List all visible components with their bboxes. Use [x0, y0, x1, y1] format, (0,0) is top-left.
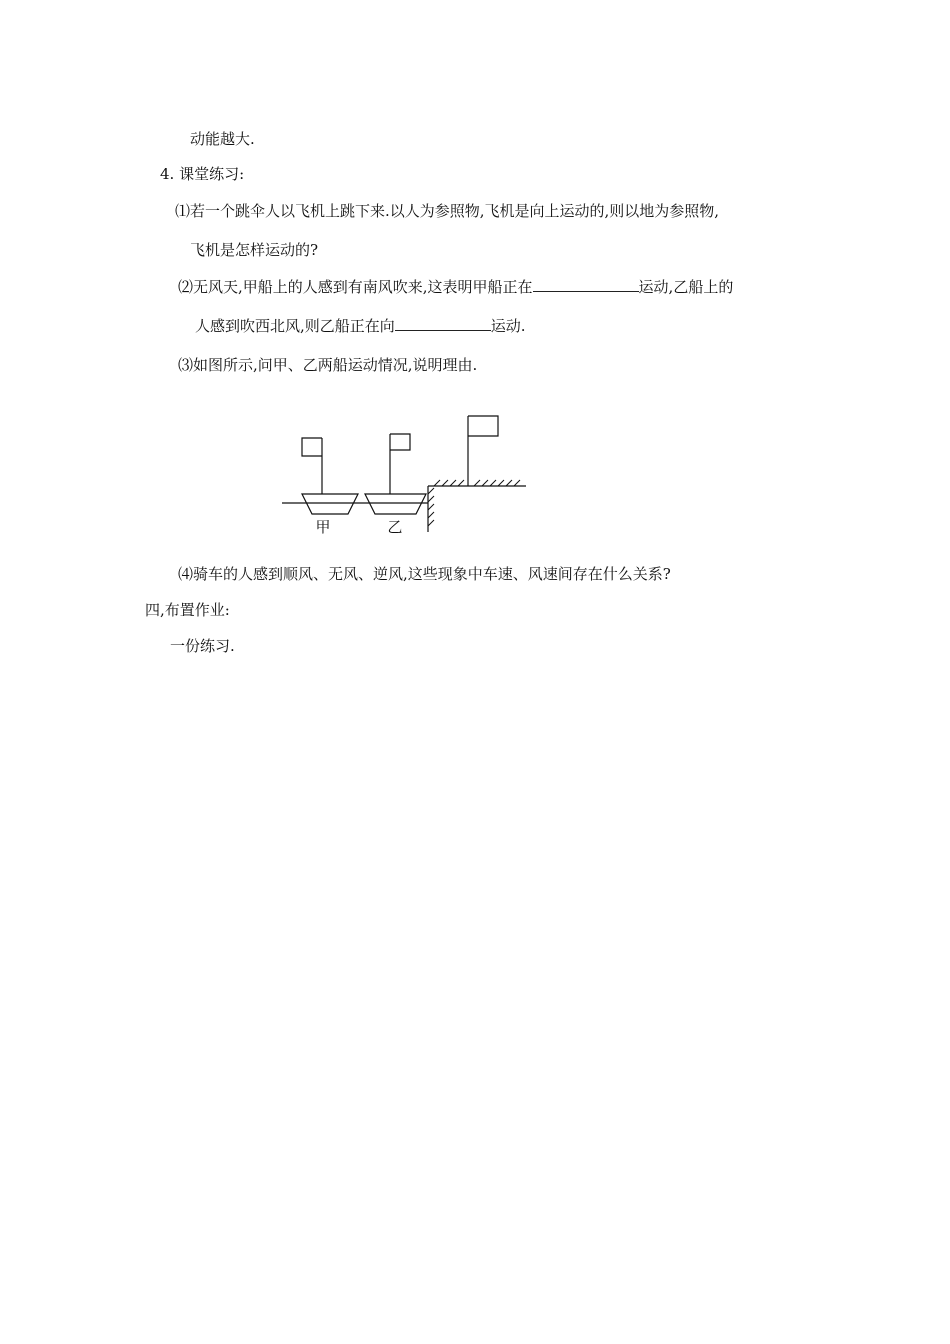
- text-line-1: 动能越大.: [190, 130, 255, 148]
- question-2-continued-text-a: 人感到吹西北风,则乙船正在向: [195, 317, 395, 335]
- question-2-text-a: ⑵无风天,甲船上的人感到有南风吹来,这表明甲船正在: [178, 278, 533, 296]
- question-4: ⑷骑车的人感到顺风、无风、逆风,这些现象中车速、风速间存在什么关系?: [178, 565, 671, 583]
- question-1-continued: 飞机是怎样运动的?: [190, 241, 319, 259]
- section-heading-homework: 四,布置作业:: [145, 601, 230, 619]
- answer-blank-1: [533, 277, 639, 292]
- question-1: ⑴若一个跳伞人以飞机上跳下来.以人为参照物,飞机是向上运动的,则以地为参照物,: [175, 202, 720, 220]
- question-2-continued: [195, 316, 526, 336]
- boat-jia-hull: [302, 494, 358, 514]
- boat-yi-flag: [390, 434, 410, 450]
- boat-jia-label: 甲: [315, 518, 331, 536]
- boat-yi-label: 乙: [387, 518, 403, 536]
- section-heading-practice: 4. 课堂练习:: [160, 165, 245, 183]
- boat-yi-hull: [365, 494, 426, 514]
- homework-item: 一份练习.: [170, 637, 235, 655]
- question-2: [178, 277, 733, 297]
- boat-jia-flag: [302, 438, 322, 456]
- question-2-continued-text-b: 运动.: [490, 317, 526, 335]
- shore-hatching: [428, 480, 520, 526]
- question-2-text-b: 运动,乙船上的: [638, 278, 734, 296]
- boats-and-flags-figure: [280, 408, 530, 538]
- question-3: ⑶如图所示,问甲、乙两船运动情况,说明理由.: [178, 356, 478, 374]
- answer-blank-2: [395, 316, 491, 331]
- shore-flag: [468, 416, 498, 436]
